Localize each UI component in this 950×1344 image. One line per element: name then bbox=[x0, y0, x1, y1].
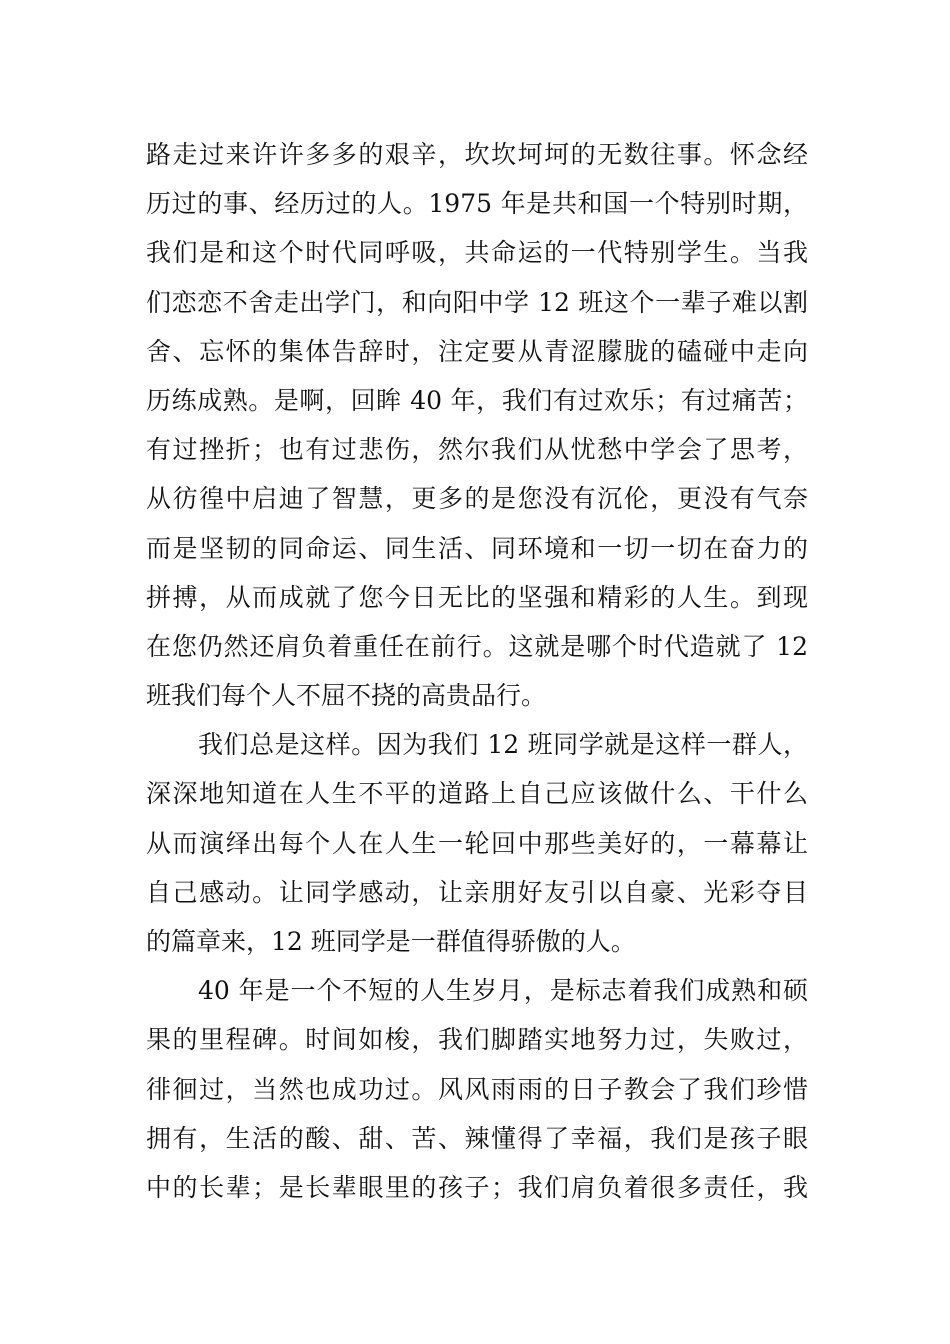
text-line: 们恋恋不舍走出学门，和向阳中学 12 班这个一辈子难以割 bbox=[146, 287, 808, 317]
text-line: 历练成熟。是啊，回眸 40 年，我们有过欢乐；有过痛苦； bbox=[146, 385, 808, 415]
text-line: 深深地知道在人生不平的道路上自己应该做什么、干什么 bbox=[146, 779, 808, 809]
text-line: 我们总是这样。因为我们 12 班同学就是这样一群人， bbox=[198, 730, 808, 760]
body-text bbox=[146, 130, 808, 1212]
text-line: 的篇章来，12 班同学是一群值得骄傲的人。 bbox=[146, 927, 636, 956]
text-line: 从而演绎出每个人在人生一轮回中那些美好的，一幕幕让 bbox=[146, 828, 808, 858]
text-line: 自己感动。让同学感动，让亲朋好友引以自豪、光彩夺目 bbox=[146, 877, 808, 907]
text-line: 40 年是一个不短的人生岁月，是标志着我们成熟和硕 bbox=[198, 976, 808, 1006]
text-line: 中的长辈；是长辈眼里的孩子；我们肩负着很多责任，我 bbox=[146, 1172, 808, 1202]
text-line: 有过挫折；也有过悲伤，然尔我们从忧愁中学会了思考， bbox=[146, 435, 808, 465]
text-line: 徘徊过，当然也成功过。风风雨雨的日子教会了我们珍惜 bbox=[146, 1074, 808, 1104]
text-line: 历过的事、经历过的人。1975 年是共和国一个特别时期， bbox=[146, 189, 808, 219]
text-line: 而是坚韧的同命运、同生活、同环境和一切一切在奋力的 bbox=[146, 533, 808, 563]
text-line: 果的里程碑。时间如梭，我们脚踏实地努力过，失败过， bbox=[146, 1025, 808, 1055]
text-line: 在您仍然还肩负着重任在前行。这就是哪个时代造就了 12 bbox=[146, 631, 808, 661]
text-line: 从彷徨中启迪了智慧，更多的是您没有沉伦，更没有气奈 bbox=[146, 484, 808, 514]
text-line: 班我们每个人不屈不挠的高贵品行。 bbox=[146, 681, 547, 711]
text-line: 我们是和这个时代同呼吸，共命运的一代特别学生。当我 bbox=[146, 238, 808, 268]
text-line: 舍、忘怀的集体告辞时，注定要从青涩朦胧的磕碰中走向 bbox=[146, 336, 808, 366]
text-line: 拼搏，从而成就了您今日无比的坚强和精彩的人生。到现 bbox=[146, 582, 808, 612]
text-line: 路走过来许许多多的艰辛，坎坎坷坷的无数往事。怀念经 bbox=[146, 140, 808, 169]
text-line: 拥有，生活的酸、甜、苦、辣懂得了幸福，我们是孩子眼 bbox=[146, 1123, 808, 1153]
